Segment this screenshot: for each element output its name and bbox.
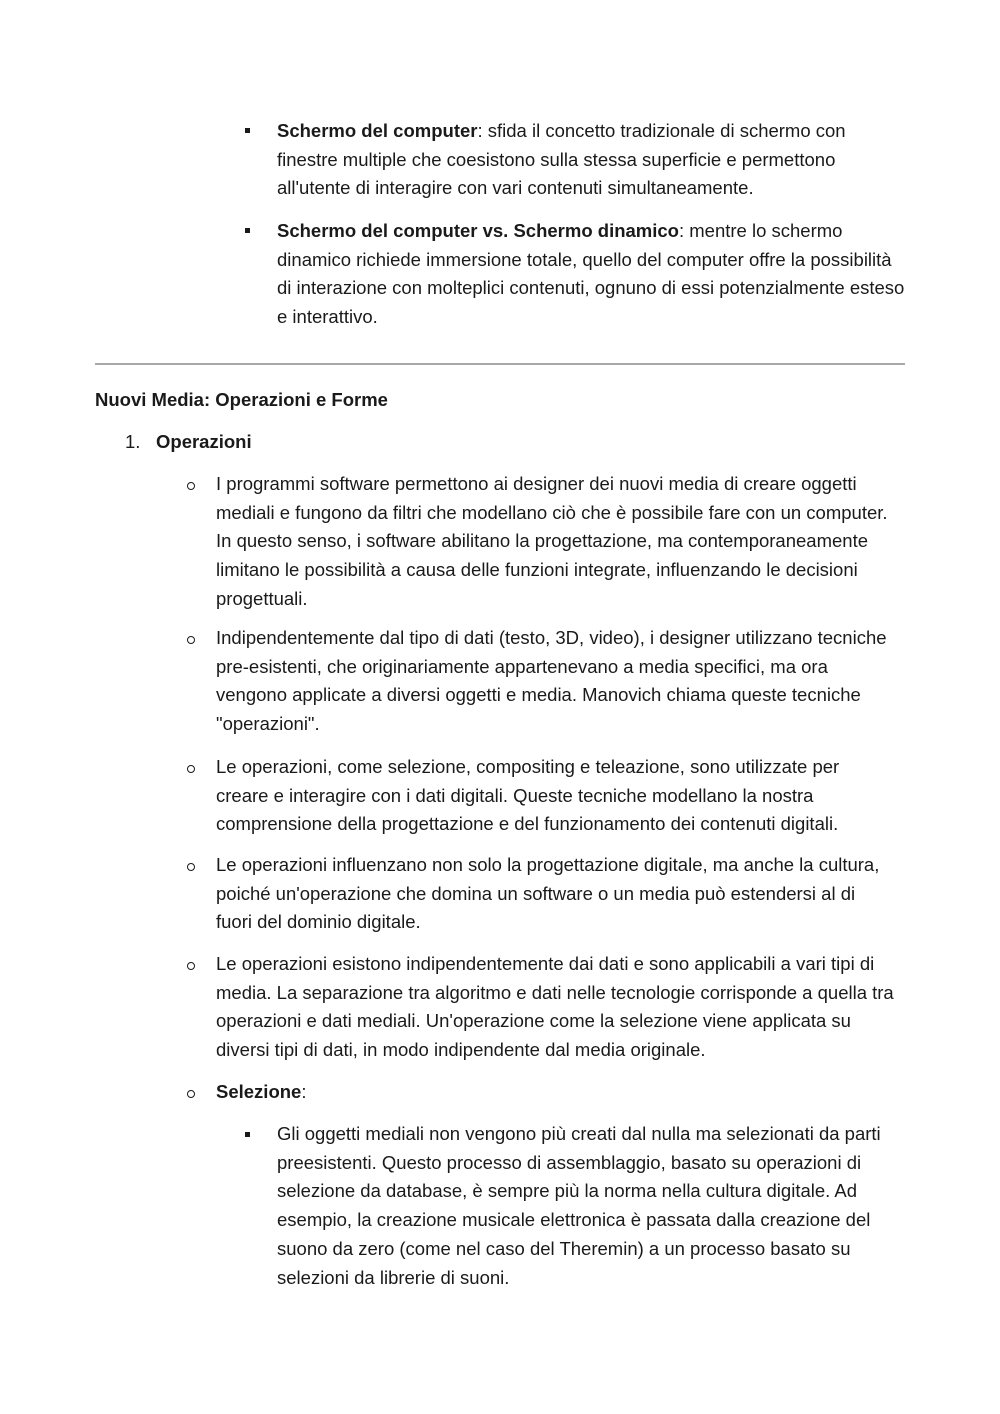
list-item <box>277 117 907 203</box>
list-item: Le operazioni influenzano non solo la progettazione digitale, ma anche la cultura, poiché un'operazione che domina un software o un media può estendersi al di fuori del dominio digitale. <box>216 854 880 933</box>
circle-bullet-icon <box>187 863 195 871</box>
circle-bullet-icon <box>187 636 195 644</box>
bullet-text: : sfida il concetto tradizionale di schermo con finestre multiple che coesistono sulla stessa superficie e permettono all'utente di interagire con vari contenuti simultaneamente. <box>277 120 846 199</box>
bullet-term: Schermo del computer vs. Schermo dinamico <box>277 220 679 241</box>
square-bullet-icon <box>245 228 250 233</box>
list-item: Indipendentemente dal tipo di dati (testo, 3D, video), i designer utilizzano tecniche pre-esistenti, che originariamente appartenevano a media specifici, ma ora vengono applicate a diversi oggetti e media. Manovich chiama queste tecniche "operazioni". <box>216 627 887 735</box>
horizontal-divider <box>95 363 905 365</box>
list-item: Le operazioni, come selezione, compositing e teleazione, sono utilizzate per creare e interagire con i dati digitali. Queste tecniche modellano la nostra comprensione della progettazione e del funzionamento dei contenuti digitali. <box>216 756 840 835</box>
bullet-term: Schermo del computer <box>277 120 478 141</box>
list-number: 1. <box>125 431 141 452</box>
circle-bullet-icon <box>187 962 195 970</box>
section-heading: Nuovi Media: Operazioni e Forme <box>95 389 388 410</box>
list-item: I programmi software permettono ai designer dei nuovi media di creare oggetti mediali e fungono da filtri che modellano ciò che è possibile fare con un computer. In questo senso, i software abilitano la progettazione, ma contemporaneamente limitano le possibilità a causa delle funzioni integrate, influenzando le decisioni progettuali. <box>216 473 888 609</box>
list-item: Gli oggetti mediali non vengono più creati dal nulla ma selezionati da parti preesistenti. Questo processo di assemblaggio, basato su operazioni di selezione da database, è sempre più la norma nella cultura digitale. Ad esempio, la creazione musicale elettronica è passata dalla creazione del suono da zero (come nel caso del Theremin) a un processo basato su selezioni da librerie di suoni. <box>277 1123 881 1288</box>
bullet-text: : mentre lo schermo dinamico richiede immersione totale, quello del computer offre la possibilità di interazione con molteplici contenuti, ognuno di essi potenzialmente esteso e interattivo. <box>277 220 905 328</box>
square-bullet-icon <box>245 1132 250 1137</box>
list-item <box>277 217 907 332</box>
selection-colon: : <box>301 1081 307 1102</box>
selection-label: Selezione <box>216 1081 302 1102</box>
circle-bullet-icon <box>187 1090 195 1098</box>
list-item <box>216 1078 896 1107</box>
circle-bullet-icon <box>187 482 195 490</box>
square-bullet-icon <box>245 128 250 133</box>
list-item-title: Operazioni <box>156 431 252 452</box>
circle-bullet-icon <box>187 765 195 773</box>
list-item: Le operazioni esistono indipendentemente dai dati e sono applicabili a vari tipi di media. La separazione tra algoritmo e dati nelle tecnologie corrisponde a quella tra operazioni e dati mediali. Un'operazione come la selezione viene applicata su diversi tipi di dati, in modo indipendente dal media originale. <box>216 953 894 1061</box>
